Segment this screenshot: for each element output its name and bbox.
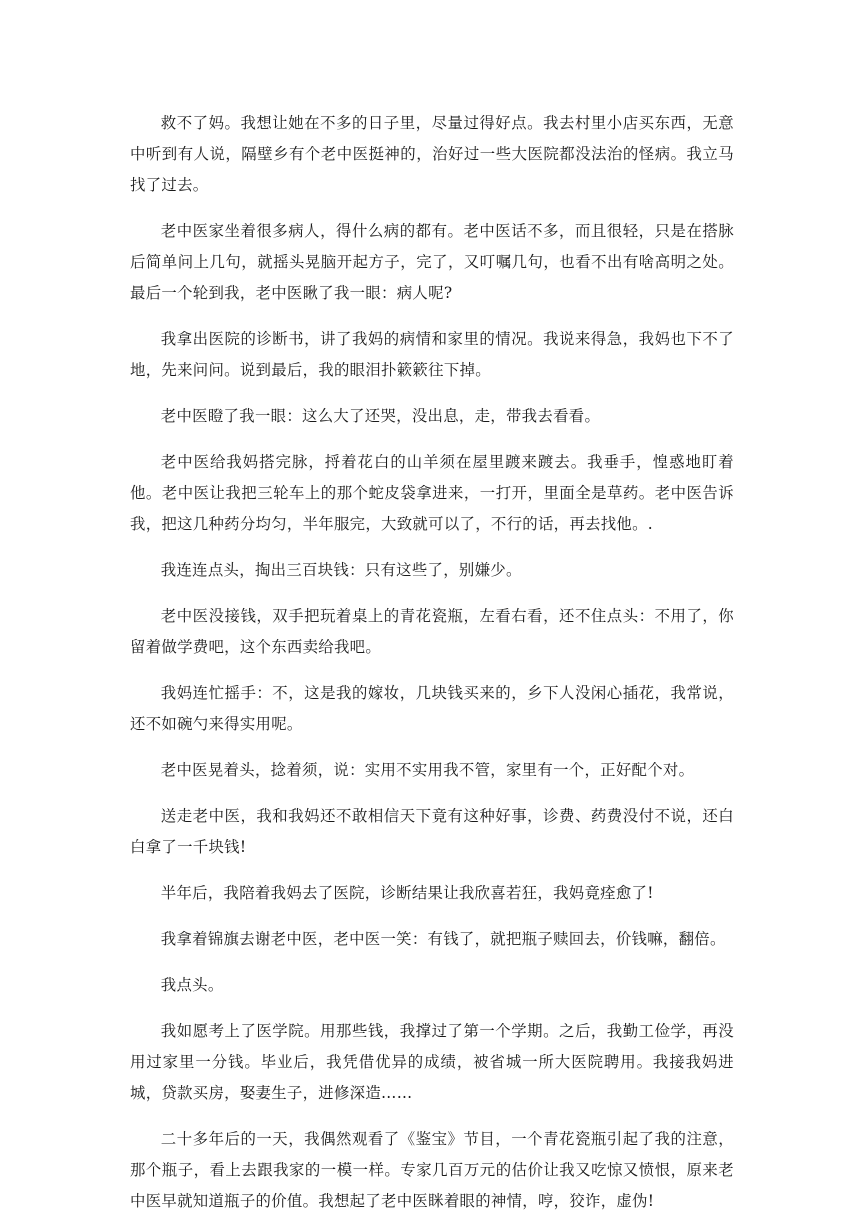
story-text: [130, 108, 734, 1232]
paragraph: 老中医没接钱，双手把玩着桌上的青花瓷瓶，左看右看，还不住点头：不用了，你留着做学费吧，这个东西卖给我吧。: [130, 607, 734, 656]
paragraph: 我点头。: [160, 976, 224, 994]
paragraph: 老中医瞪了我一眼：这么大了还哭，没出息，走，带我去看看。: [160, 407, 601, 425]
paragraph: 老中医家坐着很多病人，得什么病的都有。老中医话不多，而且很轻，只是在搭脉后简单问上几句，就摇头晃脑开起方子，完了，又叮嘱几句，也看不出有啥高明之处。最后一个轮到我，老中医瞅了我一眼：病人呢?: [130, 222, 734, 302]
paragraph: 老中医晃着头，捻着须，说：实用不实用我不管，家里有一个，正好配个对。: [160, 761, 695, 779]
paragraph: 半年后，我陪着我妈去了医院，诊断结果让我欣喜若狂，我妈竟痊愈了!: [160, 884, 654, 902]
paragraph: 我连连点头，掏出三百块钱：只有这些了，别嫌少。: [160, 561, 522, 579]
paragraph: 我如愿考上了医学院。用那些钱，我撑过了第一个学期。之后，我勤工俭学，再没用过家里一分钱。毕业后，我凭借优异的成绩，被省城一所大医院聘用。我接我妈进城，贷款买房，娶妻生子，进修深造……: [130, 1022, 734, 1102]
paragraph: 我拿着锦旗去谢老中医，老中医一笑：有钱了，就把瓶子赎回去，价钱嘛，翻倍。: [160, 930, 726, 948]
paragraph: 送走老中医，我和我妈还不敢相信天下竟有这种好事，诊费、药费没付不说，还白白拿了一千块钱!: [130, 807, 734, 856]
paragraph: 救不了妈。我想让她在不多的日子里，尽量过得好点。我去村里小店买东西，无意中听到有人说，隔壁乡有个老中医挺神的，治好过一些大医院都没法治的怪病。我立马找了过去。: [130, 114, 734, 194]
paragraph: 老中医给我妈搭完脉，捋着花白的山羊须在屋里踱来踱去。我垂手，惶惑地盯着他。老中医让我把三轮车上的那个蛇皮袋拿进来，一打开，里面全是草药。老中医告诉我，把这几种药分均匀，半年服完，大致就可以了，不行的话，再去找他。.: [130, 453, 734, 533]
paragraph: 我妈连忙摇手：不，这是我的嫁妆，几块钱买来的，乡下人没闲心插花，我常说，还不如碗勺来得实用呢。: [130, 684, 734, 733]
paragraph: 二十多年后的一天，我偶然观看了《鉴宝》节目，一个青花瓷瓶引起了我的注意，那个瓶子，看上去跟我家的一模一样。专家几百万元的估价让我又吃惊又愤恨，原来老中医早就知道瓶子的价值。我想起了老中医眯着眼的神情，哼，狡诈，虚伪!: [130, 1130, 734, 1210]
paragraph: 我拿出医院的诊断书，讲了我妈的病情和家里的情况。我说来得急，我妈也下不了地，先来问问。说到最后，我的眼泪扑簌簌往下掉。: [130, 330, 734, 379]
